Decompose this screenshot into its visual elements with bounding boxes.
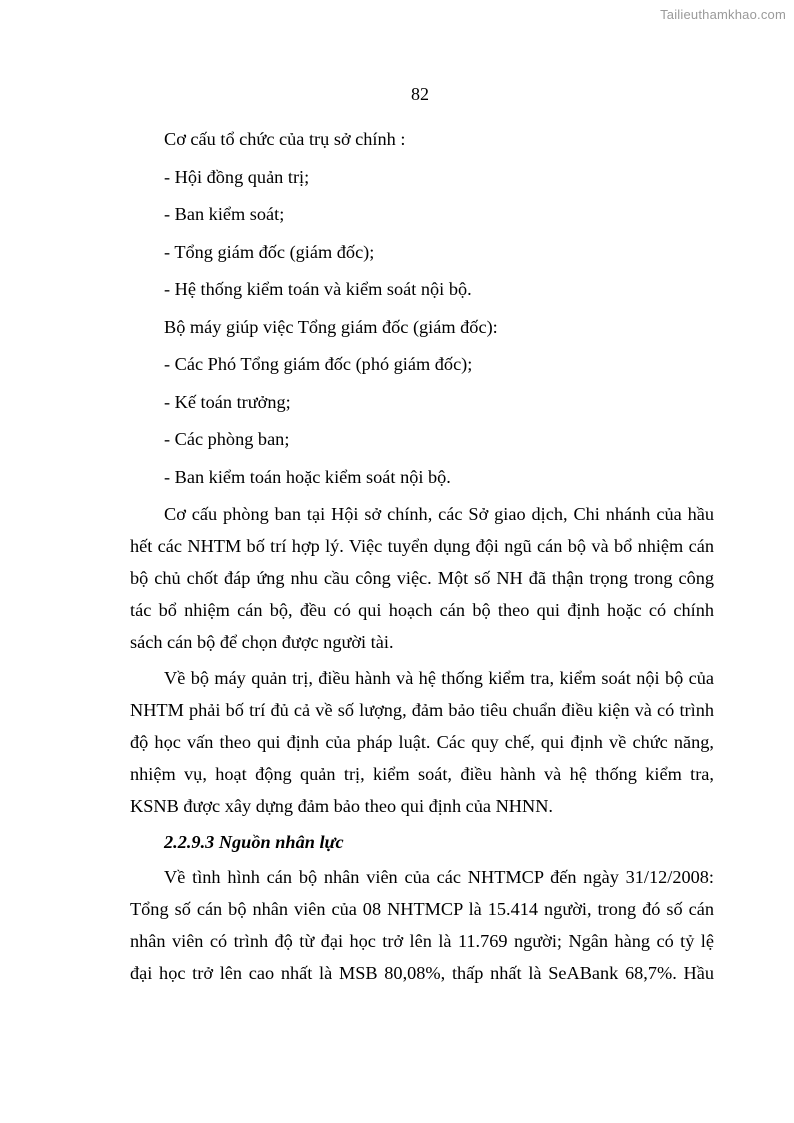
list-item: - Tổng giám đốc (giám đốc); <box>164 241 375 262</box>
support-apparatus-intro: Bộ máy giúp việc Tổng giám đốc (giám đốc): <box>164 316 498 337</box>
document-body <box>130 125 714 991</box>
paragraph-line: Tổng số cán bộ nhân viên của 08 NHTMCP là 15.414 người, trong đó số cán <box>130 899 714 919</box>
list-item: - Hội đồng quản trị; <box>164 166 310 187</box>
paragraph-governance <box>130 664 714 821</box>
paragraph-line: Về bộ máy quản trị, điều hành và hệ thống kiểm tra, kiểm soát nội bộ của <box>164 668 714 688</box>
list-item: - Hệ thống kiểm toán và kiểm soát nội bộ. <box>164 279 472 299</box>
section-heading: 2.2.9.3 Nguồn nhân lực <box>164 832 344 852</box>
list-item: - Kế toán trưởng; <box>164 391 291 412</box>
list-item: - Ban kiểm soát; <box>164 204 285 224</box>
paragraph-line: bộ chủ chốt đáp ứng nhu cầu công việc. Một số NH đã thận trọng trong công <box>130 568 714 588</box>
paragraph-departments <box>130 500 714 657</box>
paragraph-human-resources <box>130 863 714 988</box>
paragraph-line: nhân viên có trình độ từ đại học trở lên là 11.769 người; Ngân hàng có tỷ lệ <box>130 931 714 951</box>
page-number: 82 <box>411 84 429 104</box>
org-structure-intro: Cơ cấu tổ chức của trụ sở chính : <box>164 129 406 149</box>
list-item: - Các phòng ban; <box>164 429 290 449</box>
paragraph-line: KSNB được xây dựng đảm bảo theo qui định của NHNN. <box>130 796 553 816</box>
paragraph-line: Về tình hình cán bộ nhân viên của các NHTMCP đến ngày 31/12/2008: <box>164 867 714 887</box>
paragraph-line: hết các NHTM bố trí hợp lý. Việc tuyển dụng đội ngũ cán bộ và bổ nhiệm cán <box>130 536 714 556</box>
paragraph-line: đại học trở lên cao nhất là MSB 80,08%, thấp nhất là SeABank 68,7%. Hầu <box>130 963 714 983</box>
paragraph-line: độ học vấn theo qui định của pháp luật. Các quy chế, qui định về chức năng, <box>130 732 714 752</box>
list-item: - Ban kiểm toán hoặc kiểm soát nội bộ. <box>164 466 451 487</box>
paragraph-line: nhiệm vụ, hoạt động quản trị, kiểm soát, điều hành và hệ thống kiểm tra, <box>130 764 714 784</box>
paragraph-line: NHTM phải bố trí đủ cả về số lượng, đảm bảo tiêu chuẩn điều kiện và có trình <box>130 700 714 720</box>
paragraph-line: tác bổ nhiệm cán bộ, đều có qui hoạch cán bộ theo qui định hoặc có chính <box>130 600 714 620</box>
watermark-text: Tailieuthamkhao.com <box>660 7 786 22</box>
paragraph-line: Cơ cấu phòng ban tại Hội sở chính, các Sở giao dịch, Chi nhánh của hầu <box>164 504 714 524</box>
paragraph-line: sách cán bộ để chọn được người tài. <box>130 632 394 652</box>
list-item: - Các Phó Tổng giám đốc (phó giám đốc); <box>164 354 473 374</box>
